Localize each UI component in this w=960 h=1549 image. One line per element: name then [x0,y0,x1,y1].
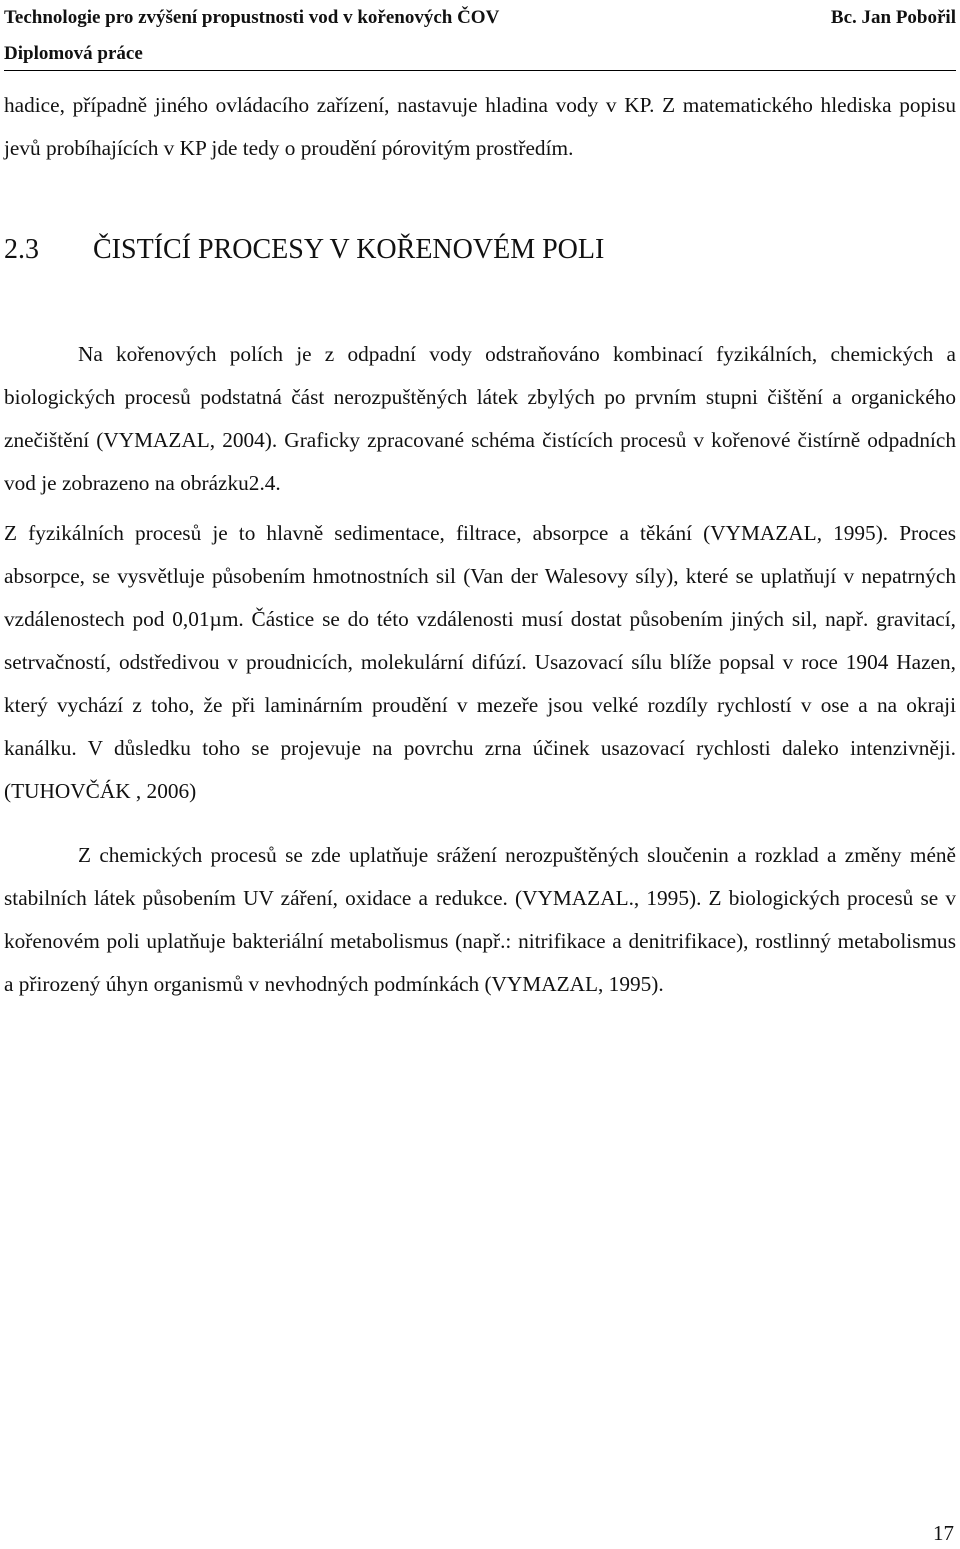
section-number: 2.3 [4,234,39,265]
section-heading [4,230,956,270]
section-title: ČISTÍCÍ PROCESY V KOŘENOVÉM POLI [93,234,605,265]
document-type: Diplomová práce [4,43,143,64]
paragraph-physical-processes: Z fyzikálních procesů je to hlavně sedimentace, filtrace, absorpce a těkání (VYMAZAL, 1995). Proces absorpce, se vysvětluje působením hmotnostních sil (Van der Walesovy síly), které se uplatňují v nepatrných vzdálenostech pod 0,01µm. Částice se do této vzdálenosti musí dostat působením jiných sil, např. gravitací, setrvačností, odstředivou v proudnicích, molekulární difúzí. Usazovací sílu blíže popsal v roce 1904 Hazen, který vychází z toho, že při laminárním proudění v mezeře jsou velké rozdíly rychlostí v ose a na okraji kanálku. V důsledku toho se projevuje na povrchu zrna účinek usazovací rychlosti daleko intenzivněji. (TUHOVČÁK , 2006) [4,521,956,803]
header-divider [4,70,956,71]
page-content [4,84,956,1006]
header-top-row [4,0,956,36]
intro-paragraph: hadice, případně jiného ovládacího zařízení, nastavuje hladina vody v KP. Z matematického hlediska popisu jevů probíhajících v KP jde tedy o proudění pórovitým prostředím. [4,93,956,160]
page-number: 17 [933,1521,954,1545]
header-bottom-row [4,36,956,72]
page-header [4,0,956,72]
paragraph-chemical-biological-processes: Z chemických procesů se zde uplatňuje srážení nerozpuštěných sloučenin a rozklad a změny méně stabilních látek působením UV záření, oxidace a redukce. (VYMAZAL., 1995). Z biologických procesů se v kořenovém poli uplatňuje bakteriální metabolismus (např.: nitrifikace a denitrifikace), rostlinný metabolismus a přirozený úhyn organismů v nevhodných podmínkách (VYMAZAL, 1995). [4,843,956,996]
thesis-title: Technologie pro zvýšení propustnosti vod v kořenových ČOV [4,7,500,28]
author-name: Bc. Jan Pobořil [830,7,956,28]
paragraph-processes-overview: Na kořenových polích je z odpadní vody odstraňováno kombinací fyzikálních, chemických a biologických procesů podstatná část nerozpuštěných látek zbylých po prvním stupni čištění a organického znečištění (VYMAZAL, 2004). Graficky zpracované schéma čistících procesů v kořenové čistírně odpadních vod je zobrazeno na obrázku2.4. [4,342,956,495]
